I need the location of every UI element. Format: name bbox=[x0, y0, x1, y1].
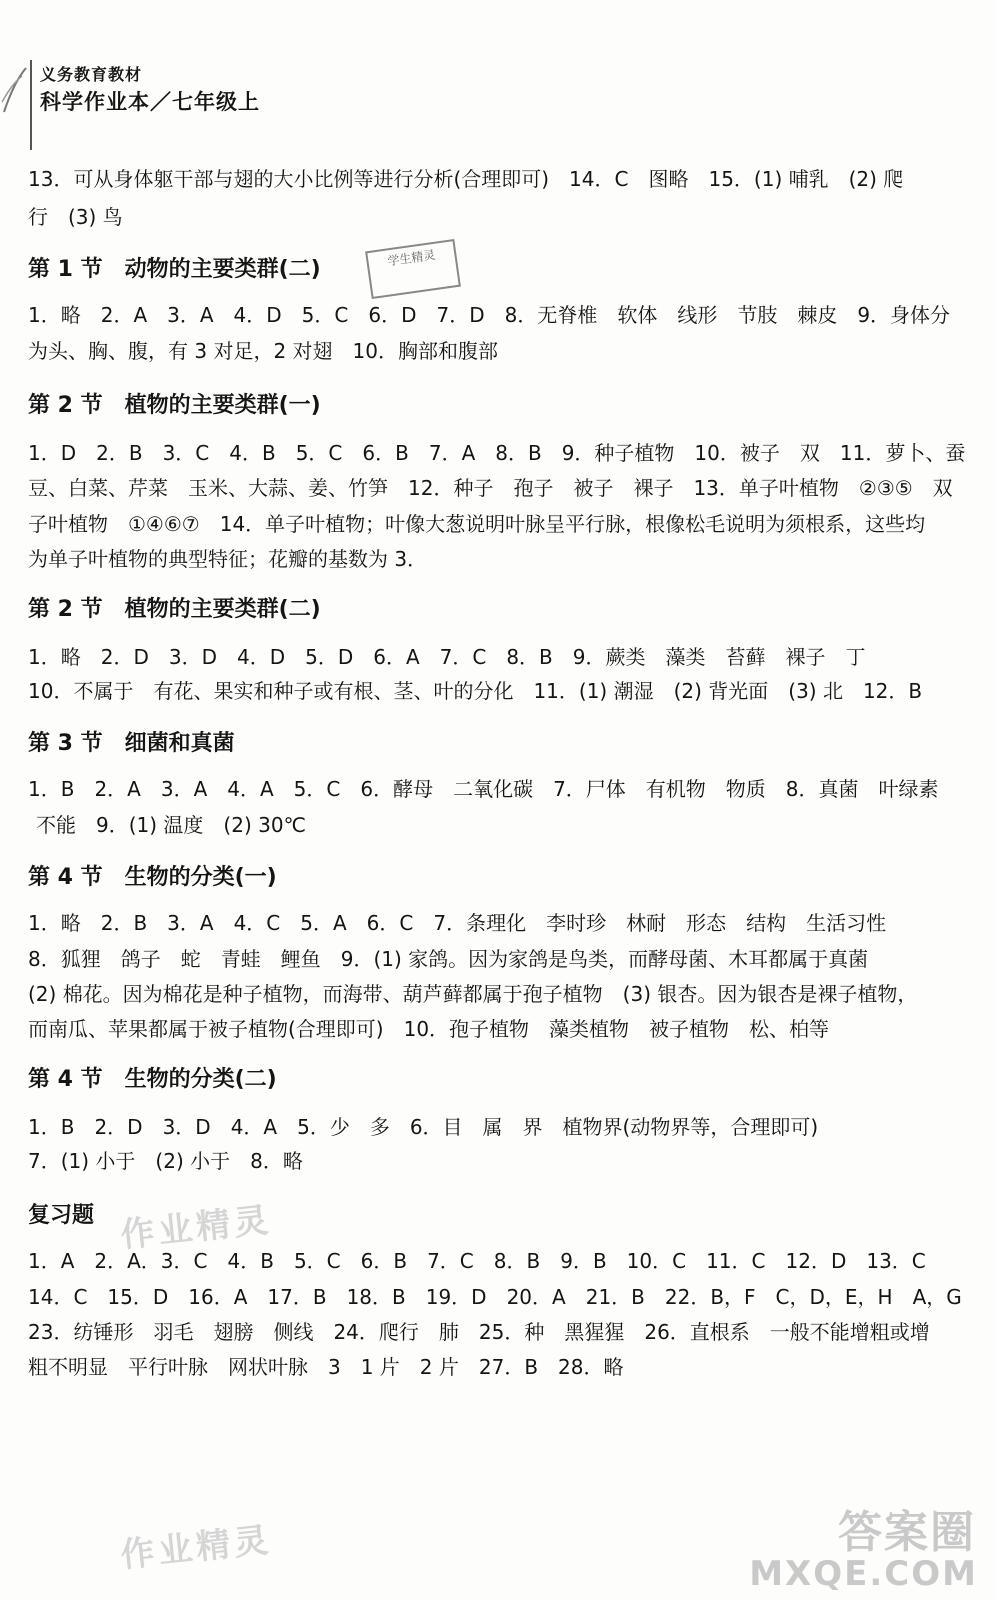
section-heading: 第 3 节 细菌和真菌 bbox=[28, 731, 235, 756]
answer-line: 为头、胸、腹，有 3 对足，2 对翅 10．胸部和腹部 bbox=[28, 339, 498, 363]
series-title: 义务教育教材 bbox=[40, 65, 143, 84]
answer-line: 1．A 2．A．3．C 4．B 5．C 6．B 7．C 8．B 9．B 10．C 11．C 12．D 13．C bbox=[28, 1249, 926, 1273]
header-divider bbox=[30, 60, 32, 150]
answer-line: 1．B 2．A 3．A 4．A 5．C 6．酵母 二氧化碳 7．尸体 有机物 物质 8．真菌 叶绿素 bbox=[28, 777, 939, 801]
answer-line: 13．可从身体躯干部与翅的大小比例等进行分析(合理即可) 14．C 图略 15．(1) 哺乳 (2) 爬 bbox=[28, 167, 904, 191]
answer-line: 1．略 2．D 3．D 4．D 5．D 6．A 7．C 8．B 9．蕨类 藻类 苔藓 裸子 丁 bbox=[28, 645, 866, 669]
answer-line: 不能 9．(1) 温度 (2) 30℃ bbox=[36, 813, 307, 837]
publisher-logo-icon bbox=[0, 62, 30, 122]
book-title: 科学作业本／七年级上 bbox=[40, 90, 260, 114]
section-heading: 第 4 节 生物的分类(二) bbox=[28, 1067, 277, 1092]
watermark: 作业精灵 bbox=[118, 1200, 275, 1256]
answer-line: 1．略 2．A 3．A 4．D 5．C 6．D 7．D 8．无脊椎 软体 线形 节肢 棘皮 9．身体分 bbox=[28, 303, 951, 327]
stamp: 学生精灵 bbox=[365, 239, 461, 299]
answer-line: 1．略 2．B 3．A 4．C 5．A 6．C 7．条理化 李时珍 林耐 形态 结构 生活习性 bbox=[28, 911, 887, 935]
corner-logo: 答案圈 bbox=[838, 1507, 976, 1558]
answer-line: 为单子叶植物的典型特征；花瓣的基数为 3． bbox=[28, 547, 428, 571]
section-heading: 第 4 节 生物的分类(一) bbox=[28, 865, 277, 890]
answer-line: 豆、白菜、芹菜 玉米、大蒜、姜、竹笋 12．种子 孢子 被子 裸子 13．单子叶植物 ②③⑤ 双 bbox=[28, 476, 953, 500]
section-heading: 第 2 节 植物的主要类群(一) bbox=[28, 393, 321, 418]
answer-line: 14．C 15．D 16．A 17．B 18．B 19．D 20．A 21．B 22．B，F C，D，E，H A，G bbox=[28, 1285, 962, 1309]
answer-line: 而南瓜、苹果都属于被子植物(合理即可) 10．孢子植物 藻类植物 被子植物 松、柏等 bbox=[28, 1017, 830, 1041]
page-header bbox=[0, 0, 996, 150]
answer-line: 10．不属于 有花、果实和种子或有根、茎、叶的分化 11．(1) 潮湿 (2) 背光面 (3) 北 12．B bbox=[28, 679, 923, 703]
answer-line: 粗不明显 平行叶脉 网状叶脉 3 1 片 2 片 27．B 28．略 bbox=[28, 1355, 624, 1379]
answer-line: 8．狐狸 鸽子 蛇 青蛙 鲤鱼 9．(1) 家鸽。因为家鸽是鸟类，而酵母菌、木耳都属于真菌 bbox=[28, 947, 869, 971]
answer-line: (2) 棉花。因为棉花是种子植物，而海带、葫芦藓都属于孢子植物 (3) 银杏。因为银杏是裸子植物， bbox=[28, 982, 918, 1006]
section-heading: 复习题 bbox=[28, 1203, 95, 1228]
answer-line: 23．纺锤形 羽毛 翅膀 侧线 24．爬行 肺 25．种 黑猩猩 26．直根系 一般不能增粗或增 bbox=[28, 1320, 930, 1344]
watermark: 作业精灵 bbox=[118, 1520, 275, 1576]
section-heading: 第 1 节 动物的主要类群(二) bbox=[28, 257, 321, 282]
corner-url: MXQE.COM bbox=[749, 1554, 978, 1594]
answer-line: 7．(1) 小于 (2) 小于 8．略 bbox=[28, 1149, 303, 1173]
answer-line: 行 (3) 鸟 bbox=[28, 205, 123, 229]
answer-line: 1．D 2．B 3．C 4．B 5．C 6．B 7．A 8．B 9．种子植物 10．被子 双 11．萝卜、蚕 bbox=[28, 441, 966, 465]
answer-line: 1．B 2．D 3．D 4．A 5．少 多 6．目 属 界 植物界(动物界等，合理即可) bbox=[28, 1115, 819, 1139]
answer-line: 子叶植物 ①④⑥⑦ 14．单子叶植物；叶像大葱说明叶脉呈平行脉，根像松毛说明为须根系，这些均 bbox=[28, 512, 926, 536]
section-heading: 第 2 节 植物的主要类群(二) bbox=[28, 597, 321, 622]
